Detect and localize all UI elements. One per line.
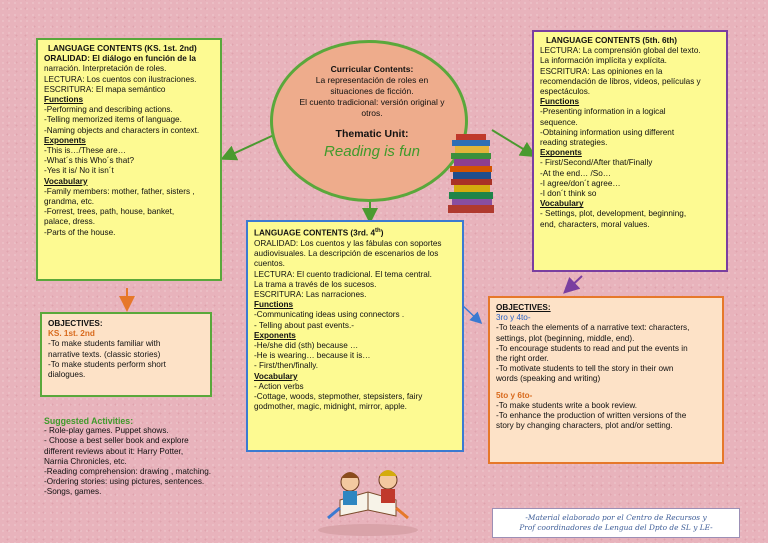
box-line: -Family members: mother, father, sisters ,: [44, 186, 195, 196]
arrow-center-to-k2: [224, 135, 274, 158]
activity-line: -Reading comprehension: drawing , matching.: [44, 467, 212, 477]
box-heading: Vocabulary: [44, 176, 88, 186]
objectives-subtitle: KS. 1st. 2nd: [48, 329, 95, 339]
activities-title: Suggested Activities:: [44, 416, 134, 426]
center-line: situaciones de ficción.: [330, 86, 414, 96]
center-line: El cuento tradicional: versión original y: [299, 97, 445, 107]
box-line: LECTURA: Los cuentos con ilustraciones.: [44, 74, 197, 84]
objective-line: narrative texts. (classic stories): [48, 349, 161, 359]
box-line: -Parts of the house.: [44, 227, 116, 237]
box-heading: Exponents: [540, 148, 582, 158]
objective-line: -To make students perform short: [48, 359, 166, 369]
center-line: La representación de roles en: [315, 75, 429, 85]
box-line: -Performing and describing actions.: [44, 105, 173, 115]
box-heading: Vocabulary: [540, 199, 584, 209]
box-heading: Exponents: [254, 330, 296, 340]
objective-line: -To encourage students to read and put the events in: [496, 343, 688, 353]
box-line: La información implícita y explícita.: [540, 56, 667, 66]
language-contents-3-4-box: [246, 220, 464, 452]
box-line: -Telling memorized items of language.: [44, 115, 182, 125]
box-line: end, characters, moral values.: [540, 219, 650, 229]
box-line: -Forrest, trees, path, house, banket,: [44, 207, 175, 217]
box-line: LECTURA: El cuento tradicional. El tema central.: [254, 269, 432, 279]
arrow-56-to-objectives: [566, 276, 582, 291]
box-line: narración. Interpretación de roles.: [44, 64, 167, 74]
suggested-activities: [44, 416, 240, 516]
box-line: LECTURA: La comprensión global del texto.: [540, 46, 701, 56]
activity-line: Narnia Chronicles, etc.: [44, 456, 127, 466]
box-title-sup: th: [375, 228, 381, 234]
objective-line: -To enhance the production of written versions of the: [496, 411, 687, 421]
credit-line: -Material elaborado por el Centro de Recursos y: [525, 513, 707, 522]
box-line: - Telling about past events.-: [254, 320, 354, 330]
objective-line: -To make students familiar with: [48, 339, 161, 349]
box-line: ORALIDAD: Los cuentos y las fábulas con soportes: [254, 238, 442, 248]
objectives-title: OBJECTIVES:: [496, 303, 551, 312]
box-title-text: LANGUAGE CONTENTS (3rd. 4: [254, 228, 376, 238]
box-line: -At the end… /So…: [540, 168, 611, 178]
box-line: espectáculos.: [540, 87, 591, 97]
box-line: -I don´t think so: [540, 189, 597, 199]
box-line: recomendación de libros, videos, películas y: [540, 76, 701, 86]
activity-line: - Role-play games. Puppet shows.: [44, 426, 169, 436]
box-line: -Communicating ideas using connectors .: [254, 310, 405, 320]
box-line: ESCRITURA: Las narraciones.: [254, 289, 367, 299]
box-line: - Action verbs: [254, 381, 304, 391]
objective-line: -To motivate students to tell the story in their own: [496, 364, 674, 374]
box-line: ESCRITURA: Las opiniones en la: [540, 66, 663, 76]
objective-line: dialogues.: [48, 370, 86, 380]
box-line: grandma, etc.: [44, 197, 95, 207]
objective-line: the right order.: [496, 354, 549, 364]
arrow-34-to-objectives: [462, 305, 480, 322]
box-line: ORALIDAD: El diálogo en función de la: [44, 54, 196, 64]
box-line: sequence.: [540, 117, 578, 127]
box-heading: Functions: [254, 300, 294, 310]
box-line: godmother, magic, midnight, mirror, apple.: [254, 402, 407, 412]
objective-line: -To teach the elements of a narrative text: characters,: [496, 323, 690, 333]
box-line: audiovisuales. La descripción de escenarios de los: [254, 249, 439, 259]
box-heading: Vocabulary: [254, 371, 298, 381]
box-line: -He is wearing… because it is…: [254, 351, 371, 361]
box-line: -Naming objects and characters in context.: [44, 125, 200, 135]
objectives-ks1-2-box: [40, 312, 212, 397]
box-line: La trama a través de los sucesos.: [254, 279, 377, 289]
objective-line: story by changing characters, plot and/or setting.: [496, 421, 673, 431]
box-title: LANGUAGE CONTENTS (KS. 1st. 2nd): [48, 44, 197, 53]
box-line: -Presenting information in a logical: [540, 107, 666, 117]
objective-line: words (speaking and writing): [496, 374, 601, 384]
center-line: otros.: [361, 108, 383, 118]
box-heading: Exponents: [44, 135, 86, 145]
box-line: - First/then/finally.: [254, 361, 318, 371]
center-text: [290, 64, 454, 160]
thematic-title: Reading is fun: [324, 143, 420, 160]
box-line: -I agree/don´t agree…: [540, 178, 621, 188]
objectives-subtitle: 5to y 6to-: [496, 390, 533, 400]
box-line: - First/Second/After that/Finally: [540, 158, 653, 168]
activity-line: -Songs, games.: [44, 487, 102, 497]
box-heading: Functions: [44, 95, 84, 105]
children-reading-icon: [310, 458, 426, 538]
box-line: -Yes it is/ No it isn´t: [44, 166, 114, 176]
credit-line: Prof coordinadores de Lengua del Dpto de SL y LE-: [519, 523, 713, 532]
box-heading: Functions: [540, 97, 580, 107]
activity-line: -Ordering stories: using pictures, sentences.: [44, 477, 205, 487]
box-line: -What´s this Who´s that?: [44, 156, 135, 166]
objectives-subtitle: 3ro y 4to-: [496, 313, 531, 323]
box-line: palace, dress.: [44, 217, 95, 227]
center-heading: Curricular Contents:: [330, 64, 414, 74]
box-line: -This is…/These are…: [44, 146, 126, 156]
box-line: -Cottage, woods, stepmother, stepsisters, fairy: [254, 391, 423, 401]
objective-line: settings, plot (beginning, middle, end).: [496, 333, 635, 343]
box-title-end: ): [380, 228, 384, 238]
language-contents-5-6-box: [532, 30, 728, 272]
box-line: reading strategies.: [540, 138, 608, 148]
activity-line: different reviews about it: Harry Potter,: [44, 446, 184, 456]
book-stack-icon: [446, 132, 504, 222]
language-contents-ks1-2-box: [36, 38, 222, 281]
credit-note: [492, 508, 740, 538]
thematic-label: Thematic Unit:: [335, 128, 409, 140]
objective-line: -To make students write a book review.: [496, 400, 638, 410]
box-line: ESCRITURA: El mapa semántico: [44, 84, 166, 94]
box-line: -He/she did (sth) because …: [254, 340, 359, 350]
box-title: [254, 226, 458, 239]
objectives-3-6-box: [488, 296, 724, 464]
objectives-title: OBJECTIVES:: [48, 319, 103, 328]
box-line: - Settings, plot, development, beginning,: [540, 209, 687, 219]
activity-line: - Choose a best seller book and explore: [44, 436, 189, 446]
box-line: -Obtaining information using different: [540, 127, 675, 137]
box-line: cuentos.: [254, 259, 285, 269]
box-title: LANGUAGE CONTENTS (5th. 6th): [546, 36, 677, 45]
